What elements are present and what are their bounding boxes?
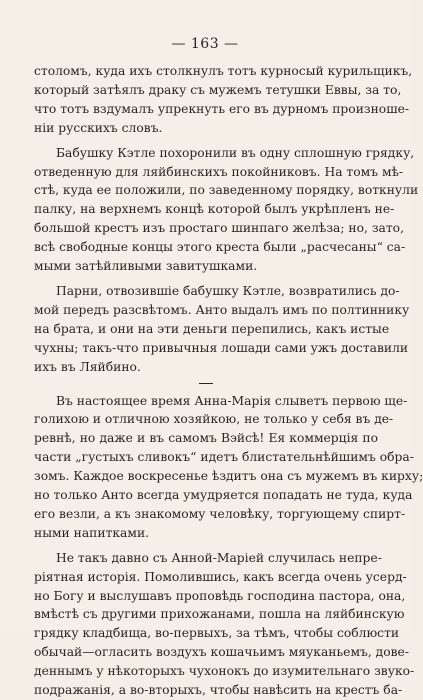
- text-line: грядку кладбища, во-первыхъ, за тѣмъ, чтобы соблюсти: [34, 626, 400, 641]
- text-line: голихою и отличною хозяйкою, не только у себя въ де-: [34, 412, 394, 427]
- text-line: ріятная исторія. Помолившись, какъ всегда очень усерд-: [34, 569, 407, 584]
- paragraph: [34, 62, 413, 138]
- text-line: ніи русскихъ словъ.: [34, 120, 163, 135]
- text-line: Въ настоящее время Анна-Марія слыветъ первою ще-: [56, 393, 408, 408]
- text-line: что тотъ вздумалъ упрекнуть его въ дурномъ произноше-: [34, 101, 410, 116]
- text-line: Не такъ давно съ Анной-Маріей случилась непре-: [56, 550, 382, 565]
- page-body: [34, 62, 423, 700]
- text-line: деннымъ у нѣкоторыхъ чухонокъ до изумительнаго звуко-: [34, 664, 415, 679]
- text-line: палку, на верхнемъ концѣ которой былъ укрѣпленъ не-: [34, 202, 395, 217]
- text-line: части „густыхъ сливокъ“ идетъ блистательнѣйшимъ обра-: [34, 450, 414, 465]
- paragraph: [34, 282, 410, 377]
- paragraph: [34, 144, 419, 276]
- section-divider: [199, 383, 213, 384]
- text-line: ными напитками.: [34, 525, 150, 540]
- text-line: который затѣялъ драку съ мужемъ тетушки Еввы, за то,: [34, 82, 402, 97]
- paragraph: [34, 392, 423, 543]
- text-line: стѣ, куда ее положили, по заведенному порядку, воткнули: [34, 183, 419, 198]
- text-line: мыми затѣйливыми завитушками.: [34, 259, 258, 274]
- text-line: на брата, и они на эти деньги перепились, какъ истые: [34, 321, 390, 336]
- text-line: но только Анто всегда умудряется попадать не туда, куда: [34, 488, 413, 503]
- text-line: подражанія, а во-вторыхъ, чтобы навѣсить на крестъ ба-: [34, 683, 403, 698]
- text-line: его везли, а къ знакомому человѣку, торгующему спирт-: [34, 506, 406, 521]
- text-line: но Богу и выслушавъ проповѣдь господина пастора, она,: [34, 588, 406, 603]
- text-line: столомъ, куда ихъ столкнулъ тотъ курносый курильщикъ,: [34, 64, 413, 78]
- text-line: всѣ свободные концы этого креста были „расчесаны“ са-: [34, 240, 406, 255]
- text-line: большой крестъ изъ простаго шинпаго желѣза; но, зато,: [34, 221, 404, 236]
- text-line: мой передъ разсвѣтомъ. Анто выдалъ имъ по полтиннику: [34, 302, 410, 317]
- text-line: отведенную для ляйбинскихъ покойниковъ. На томъ мѣ-: [34, 164, 404, 179]
- text-line: ихъ въ Ляйбино.: [34, 359, 141, 374]
- text-line: чухны; такъ-что привычныя лошади сами ужъ доставили: [34, 340, 409, 355]
- text-line: обычай—оглаcить воздухъ кошачьимъ мяуканьемъ, дове-: [34, 645, 409, 660]
- text-line: ревнѣ, но даже и въ самомъ Вэйсѣ! Ея коммерція по: [34, 431, 378, 446]
- text-line: вмѣстѣ съ другими прихожанами, пошла на ляйбинскую: [34, 607, 405, 622]
- paragraph: [34, 549, 415, 700]
- page-number: — 163 —: [171, 36, 239, 52]
- text-line: Бабушку Кэтле похоронили въ одну сплошную грядку,: [56, 145, 415, 160]
- text-line: Парни, отвозившіе бабушку Кэтле, возвратились до-: [56, 283, 400, 298]
- text-line: зомъ. Каждое воскресенье ѣздитъ она съ мужемъ въ кирху;: [34, 469, 423, 484]
